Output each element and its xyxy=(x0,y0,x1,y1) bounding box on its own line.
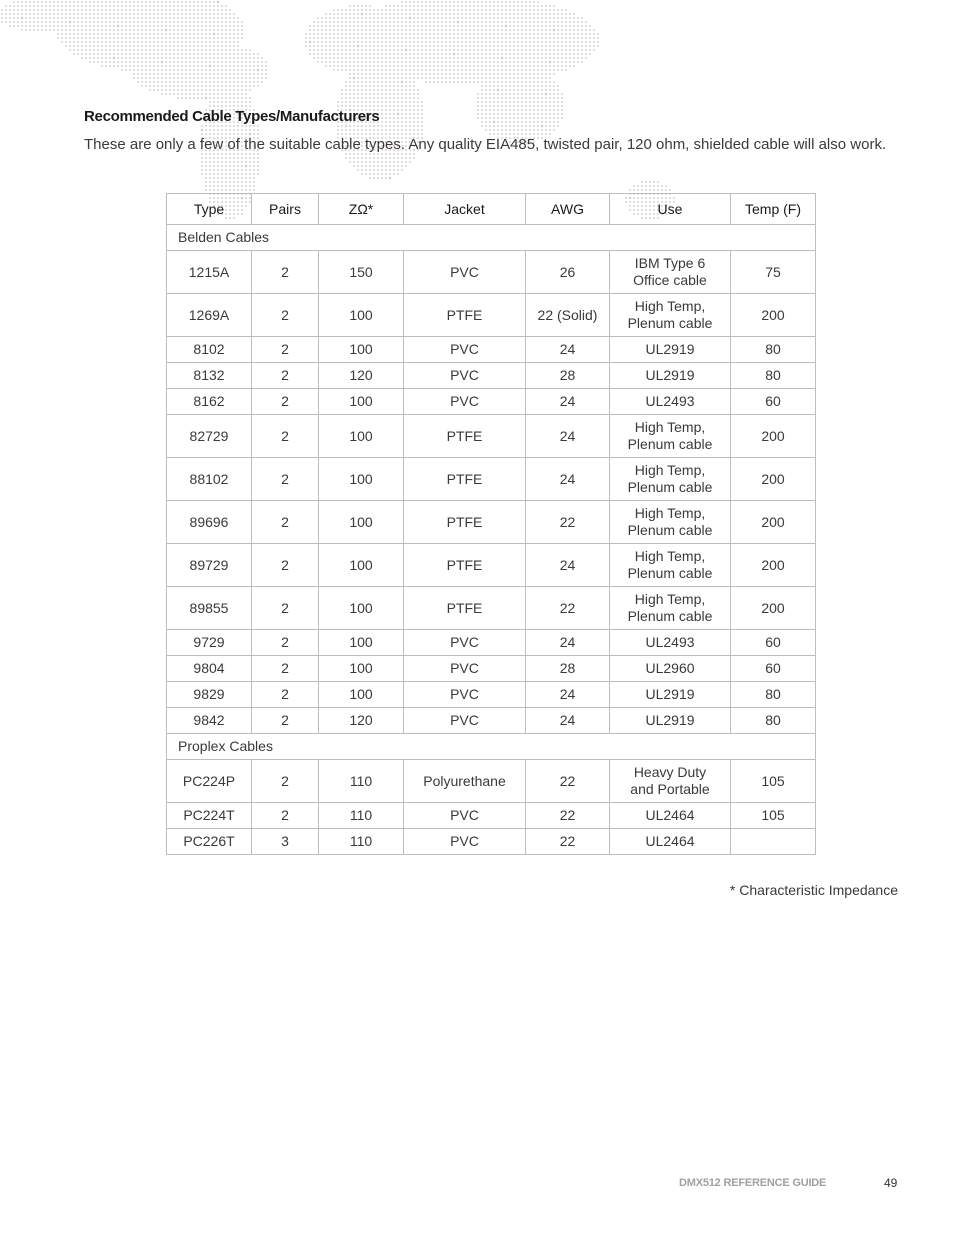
cell-awg: 22 (Solid) xyxy=(526,294,610,337)
cell-z: 110 xyxy=(319,803,404,829)
table-row xyxy=(167,294,816,337)
cell-type: 82729 xyxy=(167,415,252,458)
cell-awg: 22 xyxy=(526,760,610,803)
cell-type: PC226T xyxy=(167,829,252,855)
cell-use xyxy=(610,251,731,294)
use-line: UL2493 xyxy=(645,634,695,650)
table-row xyxy=(167,829,816,855)
col-header-pairs: Pairs xyxy=(252,194,319,225)
cell-type: 9842 xyxy=(167,708,252,734)
cell-z: 100 xyxy=(319,656,404,682)
cell-type: PC224P xyxy=(167,760,252,803)
cell-temp: 60 xyxy=(731,630,816,656)
cell-jacket: PTFE xyxy=(404,294,526,337)
cell-pairs: 2 xyxy=(252,363,319,389)
footnote: * Characteristic Impedance xyxy=(729,882,898,898)
cell-z: 100 xyxy=(319,630,404,656)
cell-temp: 105 xyxy=(731,803,816,829)
table-row xyxy=(167,389,816,415)
cell-type: 89696 xyxy=(167,501,252,544)
cell-type: 8162 xyxy=(167,389,252,415)
cell-use xyxy=(610,656,731,682)
cell-type: 1215A xyxy=(167,251,252,294)
cell-pairs: 2 xyxy=(252,630,319,656)
cell-temp: 200 xyxy=(731,458,816,501)
cell-pairs: 2 xyxy=(252,415,319,458)
cell-pairs: 2 xyxy=(252,587,319,630)
cell-awg: 22 xyxy=(526,803,610,829)
cell-z: 100 xyxy=(319,682,404,708)
use-line: High Temp, xyxy=(634,419,706,435)
table-row xyxy=(167,760,816,803)
table-row xyxy=(167,501,816,544)
col-header-awg: AWG xyxy=(526,194,610,225)
col-header-temp: Temp (F) xyxy=(731,194,816,225)
cell-awg: 24 xyxy=(526,630,610,656)
table-row xyxy=(167,708,816,734)
cell-awg: 24 xyxy=(526,337,610,363)
cell-z: 100 xyxy=(319,294,404,337)
use-line: UL2960 xyxy=(645,660,695,676)
cell-awg: 26 xyxy=(526,251,610,294)
cell-pairs: 2 xyxy=(252,389,319,415)
cell-use xyxy=(610,363,731,389)
use-line: Plenum cable xyxy=(627,522,713,538)
use-line: High Temp, xyxy=(634,505,706,521)
use-line: UL2464 xyxy=(645,807,695,823)
cell-type: 8132 xyxy=(167,363,252,389)
use-line: UL2493 xyxy=(645,393,695,409)
cell-jacket: PTFE xyxy=(404,415,526,458)
col-header-impedance: ZΩ* xyxy=(319,194,404,225)
cell-pairs: 2 xyxy=(252,760,319,803)
cell-temp: 80 xyxy=(731,708,816,734)
use-line: High Temp, xyxy=(634,462,706,478)
cell-jacket: PVC xyxy=(404,630,526,656)
cell-temp: 80 xyxy=(731,682,816,708)
table-row xyxy=(167,682,816,708)
cell-awg: 24 xyxy=(526,415,610,458)
table-row xyxy=(167,251,816,294)
use-line: High Temp, xyxy=(634,548,706,564)
cell-pairs: 2 xyxy=(252,708,319,734)
col-header-jacket: Jacket xyxy=(404,194,526,225)
cell-pairs: 2 xyxy=(252,501,319,544)
cell-awg: 22 xyxy=(526,587,610,630)
cell-pairs: 2 xyxy=(252,544,319,587)
cell-temp: 75 xyxy=(731,251,816,294)
cell-use xyxy=(610,337,731,363)
cell-z: 100 xyxy=(319,337,404,363)
use-line: UL2919 xyxy=(645,686,695,702)
cell-use xyxy=(610,829,731,855)
group-label: Belden Cables xyxy=(167,225,816,251)
use-line: UL2919 xyxy=(645,712,695,728)
cell-temp: 200 xyxy=(731,415,816,458)
use-line: Plenum cable xyxy=(627,565,713,581)
cell-jacket: Polyurethane xyxy=(404,760,526,803)
cell-use xyxy=(610,760,731,803)
table-group-row xyxy=(167,734,816,760)
cell-z: 100 xyxy=(319,544,404,587)
cell-temp: 80 xyxy=(731,337,816,363)
use-line: IBM Type 6 xyxy=(634,255,706,271)
cell-z: 100 xyxy=(319,587,404,630)
use-line: Plenum cable xyxy=(627,608,713,624)
table-row xyxy=(167,544,816,587)
use-line: High Temp, xyxy=(634,298,706,314)
table-group-row xyxy=(167,225,816,251)
cell-z: 120 xyxy=(319,708,404,734)
use-line: Plenum cable xyxy=(627,315,713,331)
cell-temp: 200 xyxy=(731,587,816,630)
cell-use xyxy=(610,389,731,415)
use-line: Plenum cable xyxy=(627,436,713,452)
cell-z: 100 xyxy=(319,458,404,501)
cell-awg: 22 xyxy=(526,501,610,544)
cell-use xyxy=(610,294,731,337)
use-line: UL2919 xyxy=(645,341,695,357)
use-line: Heavy Duty xyxy=(633,764,707,780)
cell-awg: 22 xyxy=(526,829,610,855)
cell-use xyxy=(610,630,731,656)
table-row xyxy=(167,803,816,829)
cell-awg: 24 xyxy=(526,544,610,587)
cell-jacket: PVC xyxy=(404,337,526,363)
section-heading: Recommended Cable Types/Manufacturers xyxy=(84,108,380,125)
cable-types-table xyxy=(166,193,816,855)
cell-temp xyxy=(731,829,816,855)
cell-pairs: 2 xyxy=(252,803,319,829)
cell-jacket: PVC xyxy=(404,656,526,682)
cell-jacket: PVC xyxy=(404,829,526,855)
cell-temp: 200 xyxy=(731,544,816,587)
table-row xyxy=(167,337,816,363)
cell-use xyxy=(610,458,731,501)
cell-temp: 200 xyxy=(731,501,816,544)
table-body xyxy=(167,225,816,855)
cell-type: 89855 xyxy=(167,587,252,630)
cell-use xyxy=(610,587,731,630)
cell-type: 88102 xyxy=(167,458,252,501)
cell-pairs: 2 xyxy=(252,337,319,363)
table-header-row xyxy=(167,194,816,225)
cell-type: 9804 xyxy=(167,656,252,682)
footer-title: DMX512 REFERENCE GUIDE xyxy=(679,1177,827,1189)
cell-jacket: PTFE xyxy=(404,501,526,544)
cell-use xyxy=(610,501,731,544)
intro-paragraph: These are only a few of the suitable cable types. Any quality EIA485, twisted pair, 120 ohm, shielded cable will also work. xyxy=(84,136,887,153)
use-line: High Temp, xyxy=(634,591,706,607)
use-line: Plenum cable xyxy=(627,479,713,495)
cell-z: 100 xyxy=(319,501,404,544)
cell-z: 150 xyxy=(319,251,404,294)
cell-z: 110 xyxy=(319,829,404,855)
cell-awg: 24 xyxy=(526,708,610,734)
cell-z: 110 xyxy=(319,760,404,803)
cell-type: 9829 xyxy=(167,682,252,708)
cell-use xyxy=(610,544,731,587)
cell-jacket: PVC xyxy=(404,389,526,415)
cell-pairs: 3 xyxy=(252,829,319,855)
cell-jacket: PVC xyxy=(404,363,526,389)
cell-temp: 80 xyxy=(731,363,816,389)
use-line: UL2464 xyxy=(645,833,695,849)
cell-awg: 28 xyxy=(526,363,610,389)
use-line: and Portable xyxy=(630,781,710,797)
cell-awg: 28 xyxy=(526,656,610,682)
cell-pairs: 2 xyxy=(252,458,319,501)
cell-jacket: PVC xyxy=(404,682,526,708)
table-row xyxy=(167,458,816,501)
cell-awg: 24 xyxy=(526,389,610,415)
cell-z: 100 xyxy=(319,415,404,458)
cell-jacket: PTFE xyxy=(404,458,526,501)
cell-pairs: 2 xyxy=(252,682,319,708)
cell-temp: 60 xyxy=(731,389,816,415)
use-line: Office cable xyxy=(633,272,707,288)
cell-type: 89729 xyxy=(167,544,252,587)
group-label: Proplex Cables xyxy=(167,734,816,760)
page-number: 49 xyxy=(884,1176,898,1190)
cell-jacket: PVC xyxy=(404,251,526,294)
cell-type: PC224T xyxy=(167,803,252,829)
cell-jacket: PVC xyxy=(404,803,526,829)
cell-temp: 200 xyxy=(731,294,816,337)
cell-use xyxy=(610,803,731,829)
cell-jacket: PTFE xyxy=(404,544,526,587)
table-row xyxy=(167,587,816,630)
table-row xyxy=(167,363,816,389)
col-header-use: Use xyxy=(610,194,731,225)
cell-pairs: 2 xyxy=(252,251,319,294)
cell-awg: 24 xyxy=(526,458,610,501)
cell-temp: 60 xyxy=(731,656,816,682)
cell-pairs: 2 xyxy=(252,656,319,682)
cell-awg: 24 xyxy=(526,682,610,708)
cell-jacket: PVC xyxy=(404,708,526,734)
cell-z: 100 xyxy=(319,389,404,415)
cell-pairs: 2 xyxy=(252,294,319,337)
table-row xyxy=(167,630,816,656)
cell-type: 1269A xyxy=(167,294,252,337)
cell-use xyxy=(610,682,731,708)
cell-z: 120 xyxy=(319,363,404,389)
table-row xyxy=(167,415,816,458)
cell-type: 9729 xyxy=(167,630,252,656)
use-line: UL2919 xyxy=(645,367,695,383)
cell-jacket: PTFE xyxy=(404,587,526,630)
cell-use xyxy=(610,415,731,458)
cell-temp: 105 xyxy=(731,760,816,803)
table-row xyxy=(167,656,816,682)
cell-type: 8102 xyxy=(167,337,252,363)
cell-use xyxy=(610,708,731,734)
col-header-type: Type xyxy=(167,194,252,225)
